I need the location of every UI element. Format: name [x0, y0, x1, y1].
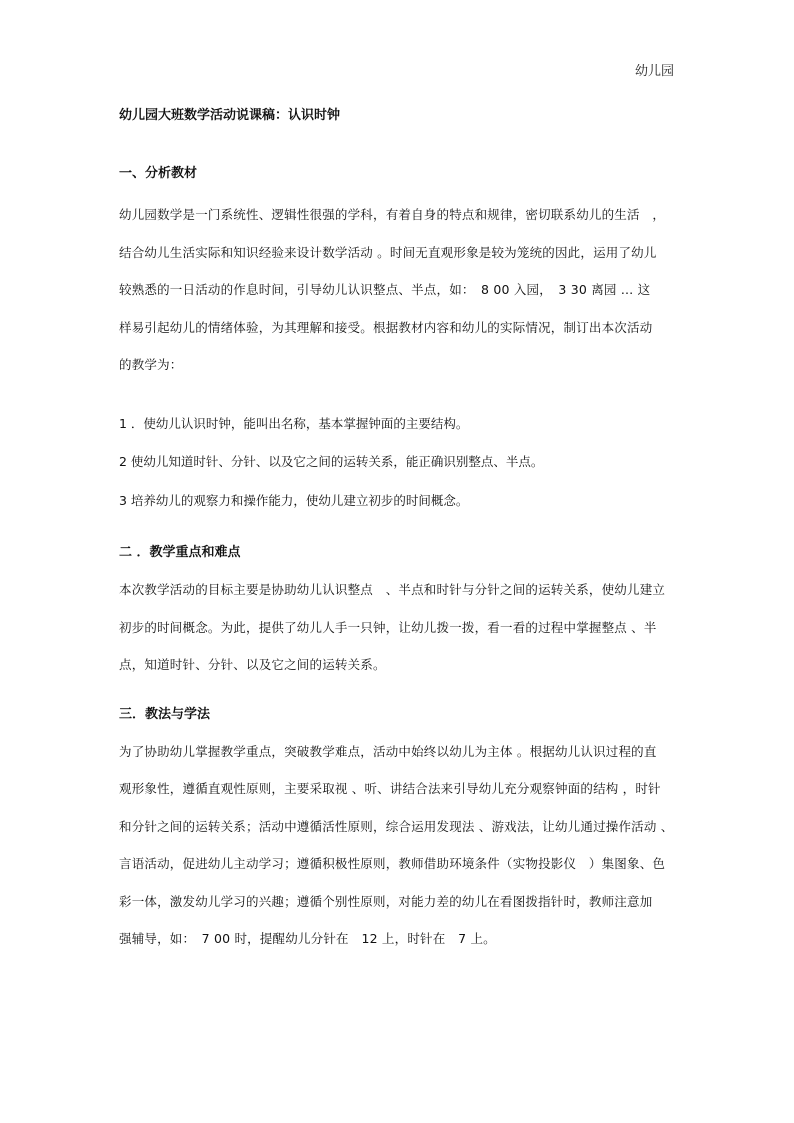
- paragraph-line: 强辅导，如： 7 00 时，提醒幼儿分针在 12 上，时针在 7 上。: [119, 931, 496, 946]
- section-heading: 三．教法与学法: [119, 706, 211, 722]
- goal-list: [119, 405, 679, 521]
- section-paragraph: [119, 571, 679, 684]
- paragraph-line: 幼儿园数学是一门系统性、逻辑性很强的学科，有着自身的特点和规律，密切联系幼儿的生活 ，: [119, 207, 666, 222]
- paragraph-line: 为了协助幼儿掌握教学重点，突破教学难点，活动中始终以幼儿为主体 。根据幼儿认识过程的直: [119, 743, 657, 759]
- document-title: 幼儿园大班数学活动说课稿：认识时钟: [119, 108, 341, 123]
- page-header-label: 幼儿园: [634, 64, 674, 79]
- paragraph-line: 的教学为：: [119, 357, 183, 372]
- paragraph-line: 结合幼儿生活实际和知识经验来设计数学活动 。时间无直观形象是较为笼统的因此，运用了幼儿: [119, 244, 657, 260]
- document-body: [119, 105, 679, 958]
- section-paragraph: [119, 196, 679, 384]
- section-heading: 二 ．教学重点和难点: [119, 545, 241, 560]
- section-heading: 一、分析教材: [119, 166, 198, 181]
- paragraph-line: 本次教学活动的目标主要是协助幼儿认识整点 、半点和时针与分针之间的运转关系，使幼儿建立: [119, 582, 666, 597]
- list-item: 2 使幼儿知道时针、分针、以及它之间的运转关系，能正确识别整点、半点。: [119, 454, 544, 469]
- paragraph-line: 彩一体，激发幼儿学习的兴趣；遵循个别性原则，对能力差的幼儿在看图拨指针时，教师注意加: [119, 893, 653, 909]
- section-analysis: [119, 163, 679, 520]
- section-paragraph: [119, 733, 679, 958]
- list-item: 3 培养幼儿的观察力和操作能力，使幼儿建立初步的时间概念。: [119, 492, 469, 508]
- paragraph-line: 初步的时间概念。为此，提供了幼儿人手一只钟，让幼儿拨一拨，看一看的过程中掌握整点 、半: [119, 619, 657, 635]
- section-key-points: [119, 542, 679, 684]
- list-item: 1 ．使幼儿认识时钟，能叫出名称，基本掌握钟面的主要结构。: [119, 415, 469, 431]
- paragraph-line: 样易引起幼儿的情绪体验，为其理解和接受。根据教材内容和幼儿的实际情况，制订出本次活动: [119, 319, 653, 335]
- section-methods: [119, 704, 679, 958]
- paragraph-line: 观形象性，遵循直观性原则，主要采取视 、听、讲结合法来引导幼儿充分观察钟面的结构 ，时针: [119, 781, 661, 796]
- paragraph-line: 言语活动，促进幼儿主动学习；遵循积极性原则，教师借助环境条件（实物投影仪 ）集图象、色: [119, 856, 666, 871]
- paragraph-line: 点，知道时针、分针、以及它之间的运转关系。: [119, 657, 386, 672]
- paragraph-line: 较熟悉的一日活动的作息时间，引导幼儿认识整点、半点，如： 8 00 入园， 3 30 离园 … 这: [119, 282, 651, 297]
- paragraph-line: 和分针之间的运转关系；活动中遵循活性原则，综合运用发现法 、游戏法，让幼儿通过操作活动 、: [119, 818, 674, 834]
